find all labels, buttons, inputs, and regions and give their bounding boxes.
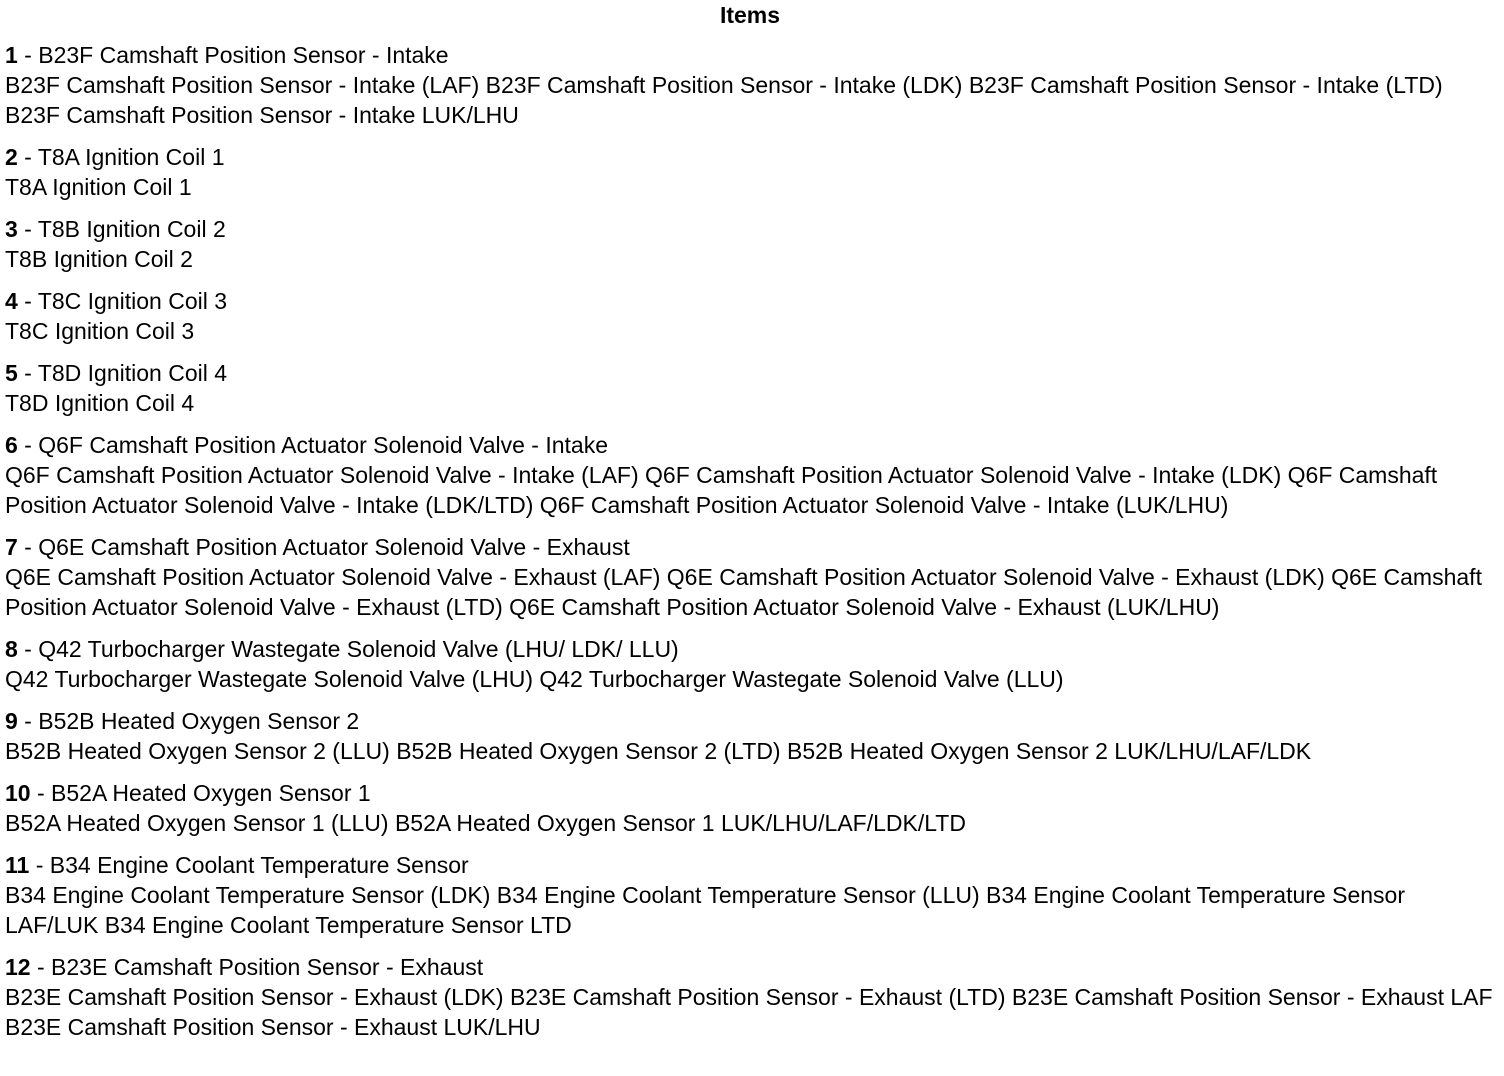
item-description: Q6F Camshaft Position Actuator Solenoid Valve - Intake (LAF) Q6F Camshaft Position Actuator Solenoid Valve - Intake (LDK) Q6F Camshaft Position Actuator Solenoid Valve - Intake (LDK/LTD) Q6F Camshaft Position Actuator Solenoid Valve - Intake (LUK/LHU) <box>5 462 1438 518</box>
item-title <box>5 532 1495 562</box>
item-number: 1 <box>5 42 18 68</box>
item-number: 12 <box>5 954 31 980</box>
item-title <box>5 40 1495 70</box>
item-title-text: - T8D Ignition Coil 4 <box>17 360 228 386</box>
item-title <box>5 634 1495 664</box>
item-title-text: - Q6F Camshaft Position Actuator Solenoid Valve - Intake <box>17 432 608 458</box>
item-title-text: - B23E Camshaft Position Sensor - Exhaust <box>30 954 484 980</box>
list-item-1 <box>5 40 1495 130</box>
item-title-text: - B34 Engine Coolant Temperature Sensor <box>29 852 469 878</box>
item-number: 4 <box>5 288 18 314</box>
item-number: 8 <box>5 636 18 662</box>
list-item-6 <box>5 430 1495 520</box>
list-item-2 <box>5 142 1495 202</box>
item-title <box>5 778 1495 808</box>
item-title <box>5 952 1495 982</box>
item-description: B52A Heated Oxygen Sensor 1 (LLU) B52A Heated Oxygen Sensor 1 LUK/LHU/LAF/LDK/LTD <box>5 810 966 836</box>
item-title <box>5 358 1495 388</box>
item-title-text: - T8A Ignition Coil 1 <box>17 144 225 170</box>
item-description: B34 Engine Coolant Temperature Sensor (LDK) B34 Engine Coolant Temperature Sensor (LLU) B34 Engine Coolant Temperature Sensor LAF/LUK B34 Engine Coolant Temperature Sensor LTD <box>5 882 1405 938</box>
list-item-9 <box>5 706 1495 766</box>
item-description: B23F Camshaft Position Sensor - Intake (LAF) B23F Camshaft Position Sensor - Intake (LDK) B23F Camshaft Position Sensor - Intake (LTD) B23F Camshaft Position Sensor - Intake LUK/LHU <box>5 72 1443 128</box>
item-number: 6 <box>5 432 18 458</box>
item-title <box>5 286 1495 316</box>
item-title-text: - T8B Ignition Coil 2 <box>17 216 226 242</box>
items-document <box>5 0 1495 1054</box>
list-item-11 <box>5 850 1495 940</box>
item-title <box>5 214 1495 244</box>
item-description: Q6E Camshaft Position Actuator Solenoid Valve - Exhaust (LAF) Q6E Camshaft Position Actuator Solenoid Valve - Exhaust (LDK) Q6E Camshaft Position Actuator Solenoid Valve - Exhaust (LTD) Q6E Camshaft Position Actuator Solenoid Valve - Exhaust (LUK/LHU) <box>5 564 1482 620</box>
item-number: 3 <box>5 216 18 242</box>
item-description: T8A Ignition Coil 1 <box>5 174 192 200</box>
list-item-5 <box>5 358 1495 418</box>
list-item-4 <box>5 286 1495 346</box>
item-title-text: - B52B Heated Oxygen Sensor 2 <box>17 708 360 734</box>
item-description: B23E Camshaft Position Sensor - Exhaust (LDK) B23E Camshaft Position Sensor - Exhaust (LTD) B23E Camshaft Position Sensor - Exhaust LAF B23E Camshaft Position Sensor - Exhaust LUK/LHU <box>5 984 1493 1040</box>
item-number: 7 <box>5 534 18 560</box>
item-number: 2 <box>5 144 18 170</box>
item-title-text: - Q42 Turbocharger Wastegate Solenoid Valve (LHU/ LDK/ LLU) <box>17 636 679 662</box>
item-title-text: - B23F Camshaft Position Sensor - Intake <box>17 42 449 68</box>
item-description: Q42 Turbocharger Wastegate Solenoid Valve (LHU) Q42 Turbocharger Wastegate Solenoid Valve (LLU) <box>5 666 1064 692</box>
item-title <box>5 706 1495 736</box>
item-number: 9 <box>5 708 18 734</box>
item-number: 5 <box>5 360 18 386</box>
item-title-text: - B52A Heated Oxygen Sensor 1 <box>30 780 371 806</box>
item-title-text: - Q6E Camshaft Position Actuator Solenoid Valve - Exhaust <box>17 534 630 560</box>
item-title <box>5 850 1495 880</box>
page-title: Items <box>719 2 781 28</box>
item-number: 10 <box>5 780 31 806</box>
item-number: 11 <box>5 852 30 878</box>
list-item-3 <box>5 214 1495 274</box>
list-item-7 <box>5 532 1495 622</box>
item-title <box>5 142 1495 172</box>
item-title-text: - T8C Ignition Coil 3 <box>17 288 228 314</box>
item-description: B52B Heated Oxygen Sensor 2 (LLU) B52B Heated Oxygen Sensor 2 (LTD) B52B Heated Oxygen Sensor 2 LUK/LHU/LAF/LDK <box>5 738 1312 764</box>
item-description: T8D Ignition Coil 4 <box>5 390 195 416</box>
list-item-10 <box>5 778 1495 838</box>
item-title <box>5 430 1495 460</box>
list-item-12 <box>5 952 1495 1042</box>
list-item-8 <box>5 634 1495 694</box>
item-description: T8B Ignition Coil 2 <box>5 246 193 272</box>
item-description: T8C Ignition Coil 3 <box>5 318 195 344</box>
